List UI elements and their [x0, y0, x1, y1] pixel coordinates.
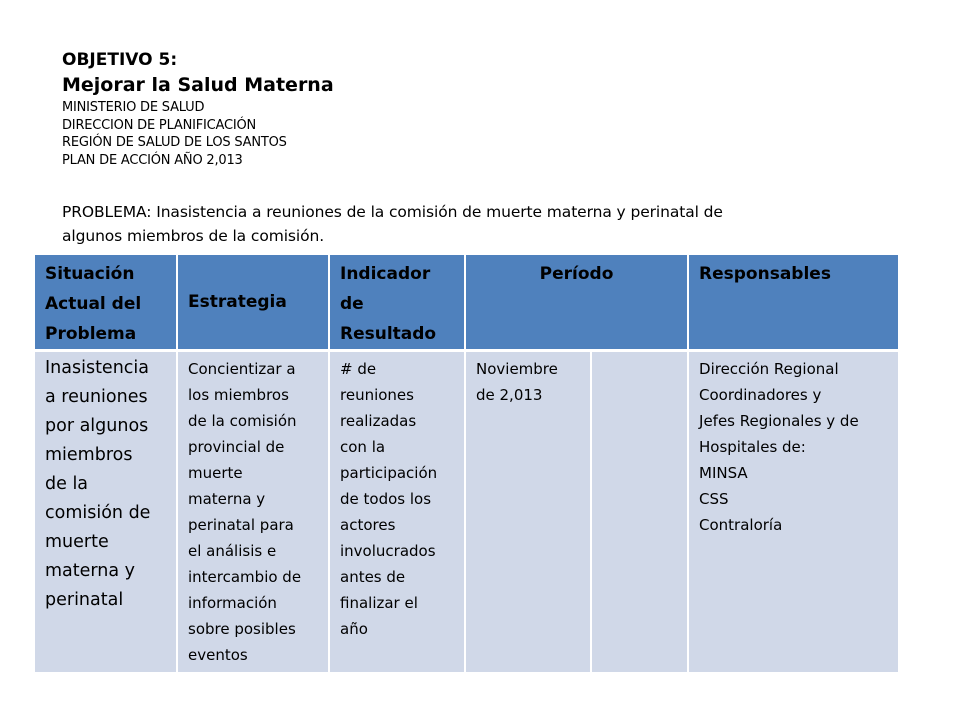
objective-number: OBJETIVO 5:: [62, 50, 178, 70]
header-indicador: [329, 255, 465, 351]
problem-line-2: algunos miembros de la comisión.: [62, 227, 325, 245]
cell-line: Coordinadores y: [699, 386, 822, 404]
cell-line: comisión de: [45, 503, 151, 523]
cell-situacion: [35, 351, 177, 673]
cell-line: involucrados: [340, 542, 436, 560]
problem-line-1: PROBLEMA: Inasistencia a reuniones de la comisión de muerte materna y perinatal de: [62, 203, 723, 221]
header-periodo: Período: [465, 255, 688, 351]
cell-line: realizadas: [340, 412, 417, 430]
cell-line: provincial de: [188, 438, 285, 456]
org-line-direction: DIRECCION DE PLANIFICACIÓN: [62, 117, 257, 133]
cell-periodo: [465, 351, 591, 673]
cell-estrategia: [177, 351, 329, 673]
table-row: [35, 351, 898, 673]
objective-title: Mejorar la Salud Materna: [62, 74, 334, 96]
problem-statement: [62, 200, 822, 248]
cell-line: el análisis e: [188, 542, 277, 560]
header-responsables: Responsables: [688, 255, 898, 351]
header-line: Indicador: [340, 264, 431, 284]
cell-line: sobre posibles: [188, 620, 296, 638]
cell-line: antes de: [340, 568, 406, 586]
cell-line: actores: [340, 516, 396, 534]
header-estrategia: Estrategia: [177, 255, 329, 351]
cell-line: MINSA: [699, 464, 748, 482]
cell-line: con la: [340, 438, 386, 456]
cell-line: reuniones: [340, 386, 414, 404]
cell-line: Dirección Regional: [699, 360, 839, 378]
cell-line: de la comisión: [188, 412, 297, 430]
cell-line: año: [340, 620, 368, 638]
cell-line: finalizar el: [340, 594, 418, 612]
cell-line: Concientizar a: [188, 360, 296, 378]
cell-responsables: [688, 351, 898, 673]
cell-line: de la: [45, 474, 89, 494]
cell-line: de 2,013: [476, 386, 543, 404]
header-line: de: [340, 294, 364, 314]
action-plan-table-wrapper: [35, 255, 898, 667]
table-header-row: [35, 255, 898, 351]
cell-line: Noviembre: [476, 360, 558, 378]
header-line: Actual del: [45, 294, 142, 314]
cell-line: eventos: [188, 646, 248, 664]
cell-line: participación: [340, 464, 438, 482]
cell-line: # de: [340, 360, 377, 378]
cell-line: muerte: [188, 464, 243, 482]
header-line: Resultado: [340, 324, 437, 344]
header-situacion: [35, 255, 177, 351]
cell-line: materna y: [45, 561, 136, 581]
cell-line: información: [188, 594, 277, 612]
cell-line: intercambio de: [188, 568, 302, 586]
action-plan-table: [35, 255, 898, 672]
cell-line: Contraloría: [699, 516, 783, 534]
cell-indicador: [329, 351, 465, 673]
cell-line: perinatal para: [188, 516, 294, 534]
cell-line: materna y: [188, 490, 266, 508]
cell-periodo-extra: [591, 351, 688, 673]
header-line: Situación: [45, 264, 135, 284]
cell-line: muerte: [45, 532, 109, 552]
cell-line: a reuniones: [45, 387, 148, 407]
cell-line: Jefes Regionales y de: [699, 412, 859, 430]
cell-line: los miembros: [188, 386, 289, 404]
document-header: [62, 47, 822, 169]
header-line: Problema: [45, 324, 137, 344]
cell-line: perinatal: [45, 590, 124, 610]
cell-line: CSS: [699, 490, 729, 508]
org-line-ministry: MINISTERIO DE SALUD: [62, 100, 205, 115]
cell-line: por algunos: [45, 416, 149, 436]
cell-line: Inasistencia: [45, 358, 150, 378]
org-line-plan: PLAN DE ACCIÓN AÑO 2,013: [62, 152, 243, 168]
cell-line: Hospitales de:: [699, 438, 806, 456]
cell-line: de todos los: [340, 490, 432, 508]
cell-line: miembros: [45, 445, 133, 465]
org-line-region: REGIÓN DE SALUD DE LOS SANTOS: [62, 135, 287, 150]
